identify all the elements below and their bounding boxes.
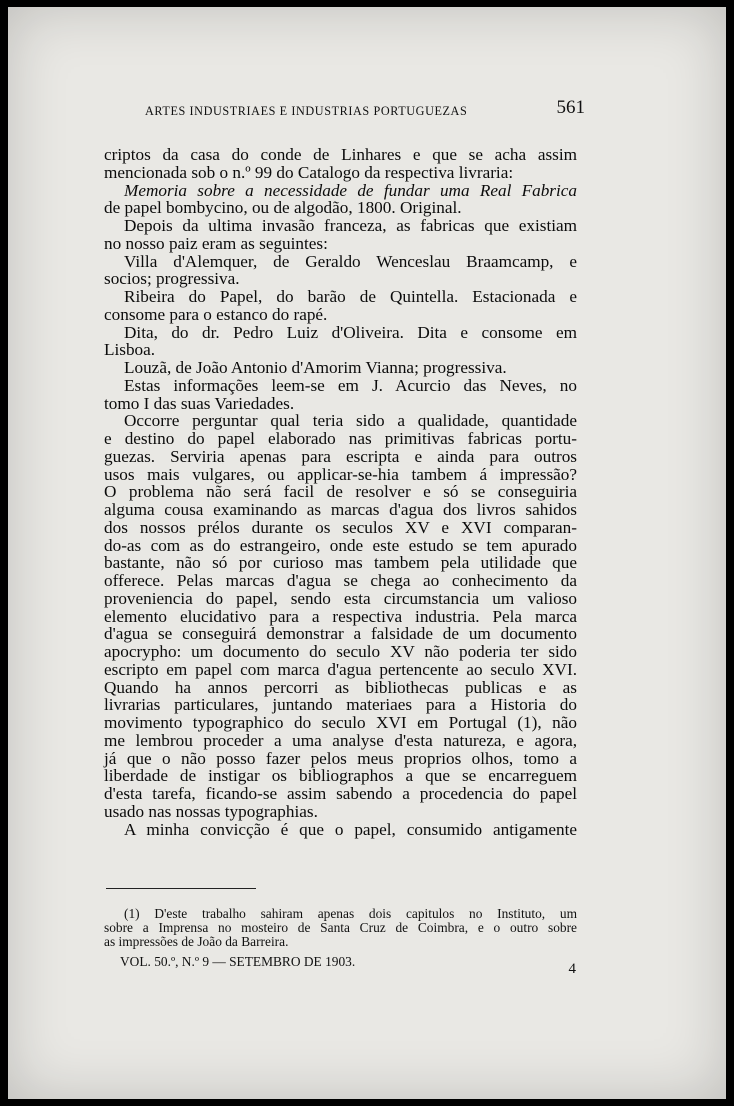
body-line: usos mais vulgares, ou applicar-se-hia tambem á impressão? <box>104 464 577 484</box>
body-line: livrarias particulares, juntando materiaes para a Historia do <box>104 695 577 715</box>
volume-line: VOL. 50.º, N.º 9 — SETEMBRO DE 1903. <box>120 954 356 969</box>
running-header <box>145 97 585 119</box>
body-line: criptos da casa do conde de Linhares e que se acha assim <box>104 145 577 164</box>
footnote-line: (1) D'este trabalho sahiram apenas dois capitulos no Instituto, um <box>124 906 577 921</box>
body-line: d'esta tarefa, ficando-se assim sabendo a procedencia do papel <box>104 784 577 803</box>
running-title: ARTES INDUSTRIAES E INDUSTRIAS PORTUGUEZAS <box>145 104 468 118</box>
body-line: A minha convicção é que o papel, consumido antigamente <box>124 819 577 839</box>
body-line: movimento typographico do seculo XVI em Portugal (1), não <box>104 713 577 732</box>
body-line: dos nossos prélos durante os seculos XV e XVI comparan- <box>104 517 577 537</box>
body-line: escripto em papel com marca d'agua pertencente ao seculo XVI. <box>104 659 577 679</box>
body-line: Occorre perguntar qual teria sido a qualidade, quantidade <box>124 411 577 431</box>
signature-mark: 4 <box>568 961 576 977</box>
page-footer <box>120 954 580 977</box>
body-line: de papel bombycino, ou de algodão, 1800. Original. <box>104 198 462 218</box>
footnote-line: as impressões de João da Barreira. <box>104 934 289 950</box>
footnote-line: sobre a Imprensa no mosteiro de Santa Cruz de Coimbra, e o outro sobre <box>104 920 577 936</box>
body-line: bastante, não só por curioso mas tambem pela utilidade que <box>104 553 577 573</box>
body-line: do-as com as do estrangeiro, onde este estudo se tem apurado <box>104 535 577 555</box>
body-line: guezas. Serviria apenas para escripta e ainda para outros <box>104 446 577 466</box>
body-line: mencionada sob o n.º 99 do Catalogo da respectiva livraria: <box>104 162 514 182</box>
body-line: Memoria sobre a necessidade de fundar uma Real Fabrica <box>124 180 577 200</box>
body-line: usado nas nossas typographias. <box>104 801 318 821</box>
body-line: Depois da ultima invasão franceza, as fabricas que existiam <box>124 216 577 235</box>
body-line: alguma cousa examinando as marcas d'agua dos livros sahidos <box>104 500 577 519</box>
body-line: elemento elucidativo para a respectiva industria. Pela marca <box>104 606 577 626</box>
body-line: Estas informações leem-se em J. Acurcio das Neves, no <box>124 375 577 395</box>
body-text <box>104 146 577 838</box>
body-line: offerece. Pelas marcas d'agua se chega ao conhecimento da <box>104 571 577 590</box>
book-page <box>8 7 726 1099</box>
footnote <box>104 907 577 950</box>
body-line: Louzã, de João Antonio d'Amorim Vianna; progressiva. <box>124 358 507 377</box>
page-number: 561 <box>556 97 585 118</box>
body-line: e destino do papel elaborado nas primitivas fabricas portu- <box>104 429 577 448</box>
body-line: socios; progressiva. <box>104 269 240 289</box>
body-line: d'agua se conseguirá demonstrar a falsidade de um documento <box>104 624 577 644</box>
body-line: liberdade de instigar os bibliographos a que se encarreguem <box>104 766 577 786</box>
body-line: Villa d'Alemquer, de Geraldo Wenceslau Braamcamp, e <box>124 251 577 271</box>
body-line: Dita, do dr. Pedro Luiz d'Oliveira. Dita e consome em <box>124 322 577 342</box>
body-line: consome para o estanco do rapé. <box>104 304 328 324</box>
body-line: proveniencia do papel, sendo esta circumstancia um valioso <box>104 588 577 608</box>
body-line: já que o não posso fazer pelos meus proprios olhos, tomo a <box>104 748 577 768</box>
body-line: Quando ha annos percorri as bibliothecas publicas e as <box>104 677 577 697</box>
body-line: Ribeira do Papel, do barão de Quintella. Estacionada e <box>124 287 577 306</box>
body-line: Lisboa. <box>104 340 156 360</box>
body-line: tomo I das suas Variedades. <box>104 393 295 413</box>
body-line: apocrypho: um documento do seculo XV não poderia ter sido <box>104 642 577 661</box>
footnote-rule <box>106 888 256 889</box>
body-line: O problema não será facil de resolver e só se conseguiria <box>104 482 577 502</box>
body-line: me lembrou proceder a uma analyse d'esta natureza, e agora, <box>104 730 577 750</box>
body-line: no nosso paiz eram as seguintes: <box>104 233 328 253</box>
